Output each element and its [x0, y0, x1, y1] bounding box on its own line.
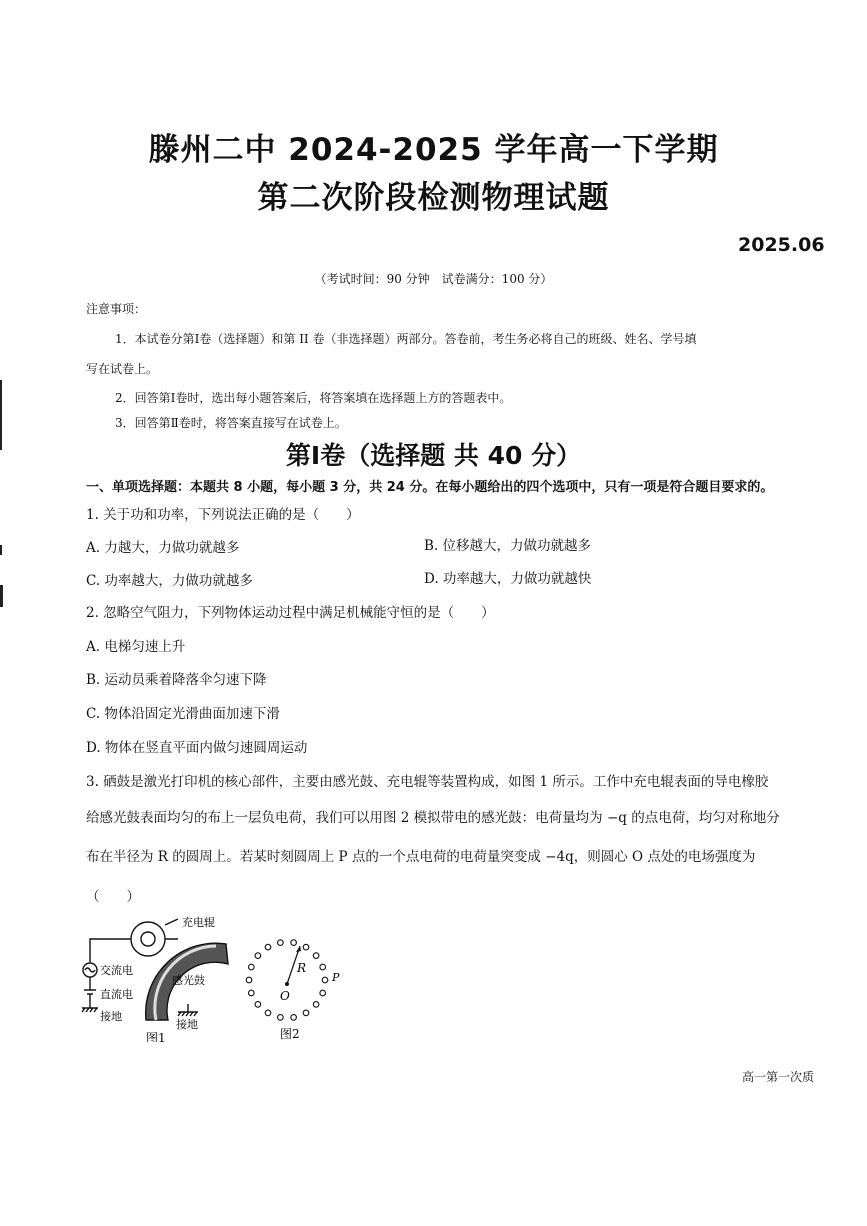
label-ground-1: 接地 — [100, 1010, 122, 1023]
point-charge — [278, 1015, 284, 1021]
point-charge — [255, 953, 261, 959]
point-charge — [320, 990, 326, 996]
q1-option-b: B. 位移越大，力做功就越多 — [424, 538, 592, 554]
charge-roller-outer — [131, 922, 165, 956]
q1-option-d: D. 功率越大，力做功就越快 — [424, 571, 592, 587]
notes-item-2: 2．回答第Ⅰ卷时，选出每小题答案后，将答案填在选择题上方的答题表中。 — [115, 391, 512, 405]
title-line-2: 第二次阶段检测物理试题 — [257, 180, 610, 216]
q3-stem-line-2: 给感光鼓表面均匀的布上一层负电荷，我们可以用图 2 模拟带电的感光鼓：电荷量均为 −q 的点电荷，均匀对称地分 — [86, 810, 780, 826]
figure-2-charge-ring — [240, 920, 350, 1050]
q3-stem-line-3: 布在半径为 R 的圆周上。若某时刻圆周上 P 点的一个点电荷的电荷量突变成 −4q，则圆心 O 点处的电场强度为 — [86, 849, 756, 865]
notes-item-1: 1．本试卷分第Ⅰ卷（选择题）和第 II 卷（非选择题）两部分。答卷前，考生务必将自己的班级、姓名、学号填 — [115, 332, 697, 346]
label-o: O — [280, 989, 290, 1003]
notes-item-1-cont: 写在试卷上。 — [86, 362, 159, 376]
point-charge — [313, 1002, 319, 1008]
point-charge — [313, 953, 319, 959]
footer-text: 高一第一次质 — [742, 1070, 815, 1084]
label-r: R — [297, 961, 307, 975]
point-charge — [322, 977, 328, 983]
dc-source-symbol — [84, 977, 96, 1004]
label-dc: 直流电 — [100, 988, 133, 1001]
q2-stem: 2. 忽略空气阻力，下列物体运动过程中满足机械能守恒的是（ ） — [86, 605, 495, 621]
figure-2-caption: 图2 — [280, 1027, 300, 1041]
section-instruction: 一、单项选择题：本题共 8 小题，每小题 3 分，共 24 分。在每小题给出的四个选项中，只有一项是符合题目要求的。 — [86, 480, 774, 495]
point-charge — [303, 944, 309, 950]
scan-edge-mark — [0, 585, 3, 607]
q1-stem: 1. 关于功和功率，下列说法正确的是（ ） — [86, 507, 360, 523]
q3-stem-line-1: 3. 硒鼓是激光打印机的核心部件，主要由感光鼓、充电辊等装置构成，如图 1 所示。工作中充电辊表面的导电橡胶 — [86, 774, 769, 790]
q2-option-b: B. 运动员乘着降落伞匀速下降 — [86, 672, 267, 688]
center-point — [285, 982, 289, 986]
q3-answer-paren: （ ） — [86, 889, 140, 905]
label-ac: 交流电 — [100, 964, 133, 977]
point-charge — [320, 964, 326, 970]
circuit-wire — [90, 939, 131, 962]
title-line-1: 滕州二中 2024-2025 学年高一下学期 — [148, 132, 719, 168]
notes-heading: 注意事项： — [86, 302, 147, 316]
point-charge — [255, 1002, 261, 1008]
label-drum: 感光鼓 — [172, 974, 205, 987]
point-charge — [249, 964, 255, 970]
point-charge — [291, 1015, 297, 1021]
point-charge — [246, 977, 252, 983]
point-charge — [249, 990, 255, 996]
charge-roller-inner — [141, 932, 155, 946]
q2-option-c: C. 物体沿固定光滑曲面加速下滑 — [86, 706, 280, 722]
ground-symbol-1 — [82, 1004, 98, 1012]
section-title: 第Ⅰ卷（选择题 共 40 分） — [285, 441, 582, 470]
ground-symbol-2 — [178, 1004, 198, 1016]
label-ground-2: 接地 — [176, 1018, 198, 1031]
point-charge — [291, 940, 297, 946]
point-charge — [303, 1010, 309, 1016]
q2-option-a: A. 电梯匀速上升 — [86, 639, 186, 655]
figure-1-toner-cartridge — [78, 912, 238, 1042]
exam-info: （考试时间：90 分钟 试卷满分：100 分） — [314, 272, 553, 286]
label-p: P — [332, 971, 340, 984]
q2-option-d: D. 物体在竖直平面内做匀速圆周运动 — [86, 740, 308, 756]
point-charge — [265, 1010, 271, 1016]
q1-option-c: C. 功率越大，力做功就越多 — [86, 573, 253, 589]
q1-option-a: A. 力越大，力做功就越多 — [86, 540, 240, 556]
label-charge-roller: 充电辊 — [182, 916, 215, 929]
point-charge — [278, 940, 284, 946]
point-charge — [265, 944, 271, 950]
scan-edge-mark — [0, 545, 2, 555]
notes-item-3: 3．回答第Ⅱ卷时，将答案直接写在试卷上。 — [115, 416, 347, 430]
exam-date: 2025.06 — [738, 234, 825, 256]
figure-1-caption: 图1 — [146, 1031, 166, 1042]
